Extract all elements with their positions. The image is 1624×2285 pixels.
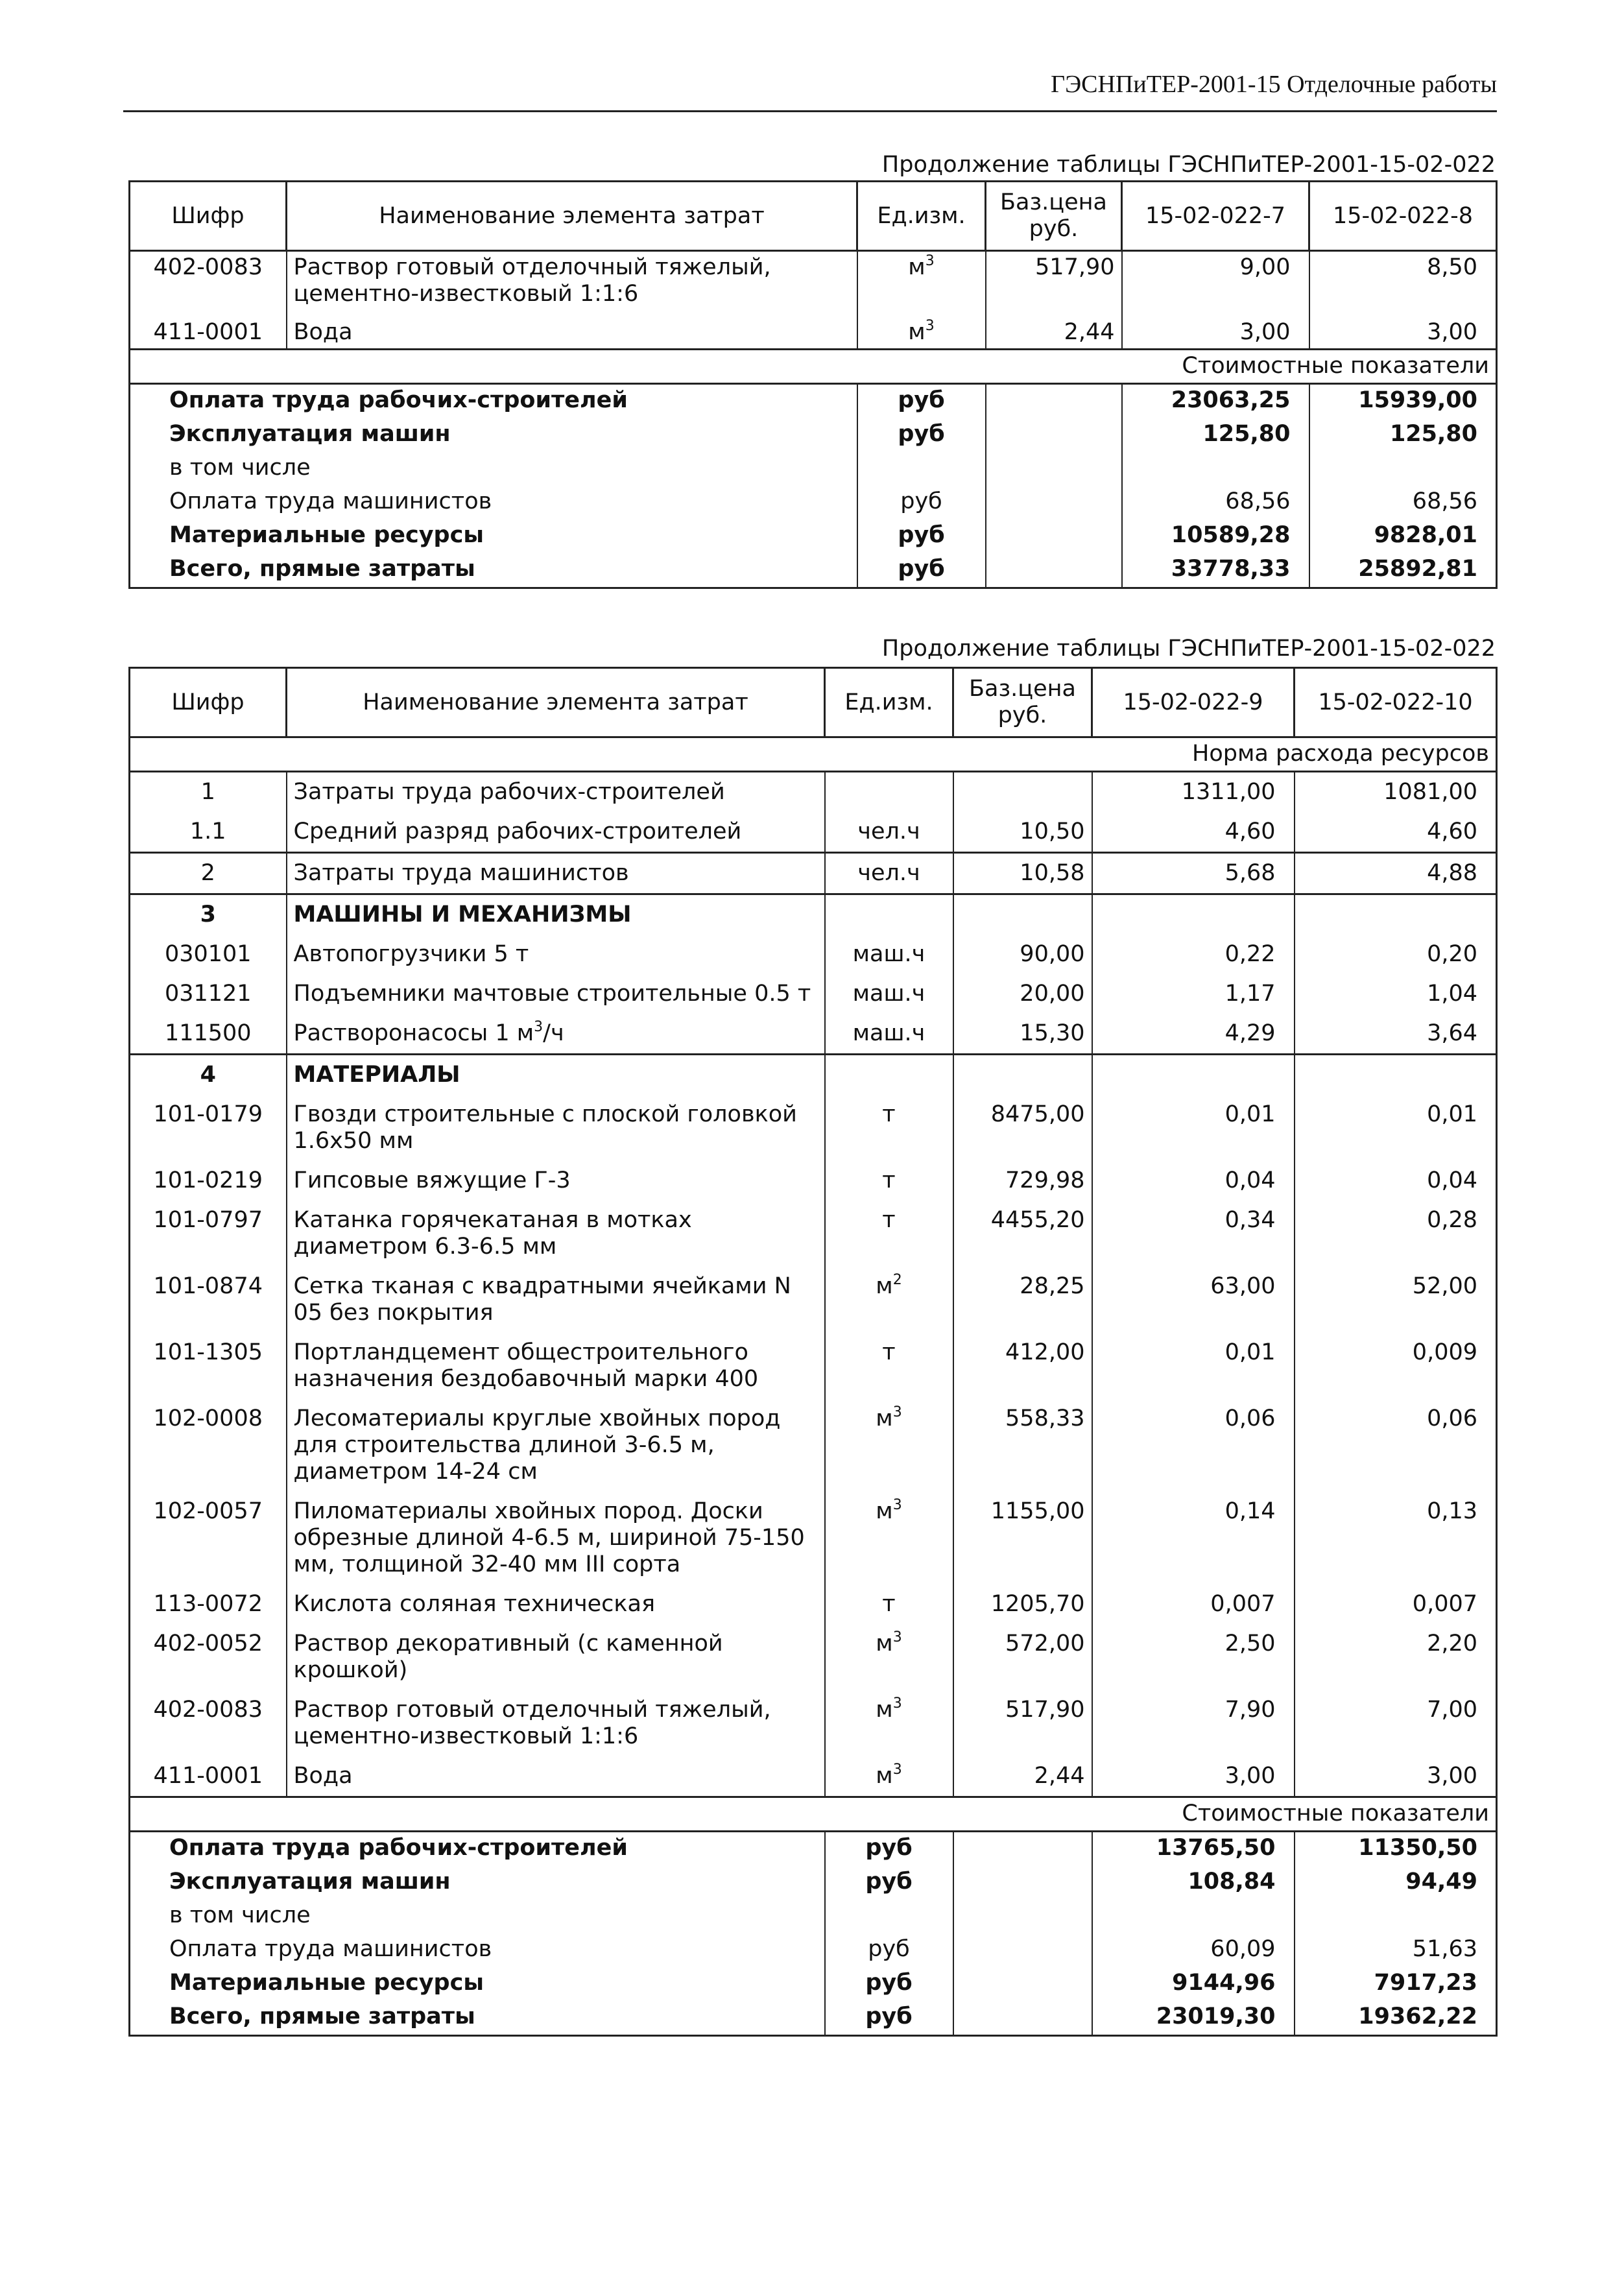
cell-code: 411-0001 [130, 310, 287, 350]
cell-value-1: 0,34 [1092, 1201, 1295, 1267]
cell-value-2: 4,60 [1295, 812, 1497, 853]
cell-code: 101-0874 [130, 1267, 287, 1333]
table-row [130, 772, 1497, 813]
cell-code: 411-0001 [130, 1756, 287, 1797]
cell-name [287, 974, 825, 1014]
cell-value-1: 5,68 [1092, 853, 1295, 894]
cell-value-1: 0,007 [1092, 1585, 1295, 1624]
header-price: Баз.цена руб. [953, 668, 1092, 737]
resource-table-2 [128, 667, 1498, 2037]
cell-value-2: 3,64 [1295, 1014, 1497, 1055]
cell-code: 101-0797 [130, 1201, 287, 1267]
cell-unit [825, 1756, 953, 1797]
header-unit: Ед.изм. [825, 668, 953, 737]
cell-price: 10,58 [953, 853, 1092, 894]
table-row [130, 1492, 1497, 1585]
header-col1: 15-02-022-9 [1092, 668, 1295, 737]
unit-text: м [876, 1763, 893, 1789]
cost-unit: руб [857, 418, 986, 452]
cost-value-2: 51,63 [1295, 1933, 1497, 1967]
cell-unit [825, 1690, 953, 1756]
cost-price [953, 1866, 1092, 1900]
table-row [130, 1585, 1497, 1624]
cell-value-1: 0,04 [1092, 1161, 1295, 1201]
cell-name [287, 935, 825, 974]
cost-value-2: 25892,81 [1309, 553, 1497, 588]
cell-name [287, 1624, 825, 1690]
name-text: Затраты труда рабочих-строителей [293, 779, 725, 805]
running-header: ГЭСНПиТЕР-2001-15 Отделочные работы [123, 64, 1497, 112]
cell-code: 102-0057 [130, 1492, 287, 1585]
cell-unit [825, 1055, 953, 1095]
cell-code: 030101 [130, 935, 287, 974]
cell-value-1: 4,60 [1092, 812, 1295, 853]
cell-price [953, 1055, 1092, 1095]
cost-unit: руб [825, 1832, 953, 1867]
unit-text: м [876, 1273, 893, 1299]
cell-value-1: 1,17 [1092, 974, 1295, 1014]
cell-price: 517,90 [986, 251, 1122, 311]
table-row [130, 853, 1497, 894]
unit-exponent: 3 [892, 1762, 902, 1778]
unit-exponent: 3 [892, 1695, 902, 1712]
cost-unit: руб [825, 2001, 953, 2036]
name-text: Раствор декоративный (с каменной крошкой) [293, 1631, 723, 1683]
cost-value-1: 68,56 [1122, 486, 1309, 520]
cost-name: в том числе [130, 452, 857, 486]
cell-value-2: 3,00 [1309, 310, 1497, 350]
name-text: Затраты труда машинистов [293, 860, 629, 886]
unit-exponent: 3 [925, 318, 935, 334]
cost-name: в том числе [130, 1900, 825, 1933]
cost-row [130, 1967, 1497, 2001]
cost-name: Оплата труда машинистов [130, 486, 857, 520]
cell-name [287, 1201, 825, 1267]
cell-price: 1155,00 [953, 1492, 1092, 1585]
cell-price: 1205,70 [953, 1585, 1092, 1624]
cell-value-1: 3,00 [1122, 310, 1309, 350]
cell-unit [825, 812, 953, 853]
name-text: Катанка горячекатаная в мотках диаметром 6.3-6.5 мм [293, 1207, 692, 1260]
cell-value-2: 7,00 [1295, 1690, 1497, 1756]
cell-code: 102-0008 [130, 1399, 287, 1492]
cost-row [130, 1900, 1497, 1933]
cell-code: 101-0179 [130, 1095, 287, 1161]
cell-value-1: 63,00 [1092, 1267, 1295, 1333]
cell-price: 572,00 [953, 1624, 1092, 1690]
cell-code: 2 [130, 853, 287, 894]
cell-value-1: 0,14 [1092, 1492, 1295, 1585]
name-text: Раствор готовый отделочный тяжелый, цементно-известковый 1:1:6 [293, 1697, 771, 1749]
cell-value-2: 0,009 [1295, 1333, 1497, 1399]
cell-code: 113-0072 [130, 1585, 287, 1624]
cell-code: 402-0083 [130, 1690, 287, 1756]
cost-price [986, 418, 1122, 452]
unit-exponent: 3 [892, 1497, 902, 1513]
cell-code: 101-1305 [130, 1333, 287, 1399]
table-row [130, 1267, 1497, 1333]
cost-row [130, 1866, 1497, 1900]
cost-price [953, 1967, 1092, 2001]
cell-unit [825, 1333, 953, 1399]
cell-name [287, 1756, 825, 1797]
cost-value-1: 10589,28 [1122, 520, 1309, 553]
name-text: Гвозди строительные с плоской головкой 1.6x50 мм [293, 1101, 797, 1154]
cell-unit [825, 1095, 953, 1161]
cell-unit [857, 251, 986, 311]
cost-unit: руб [825, 1967, 953, 2001]
cost-value-1: 23063,25 [1122, 384, 1309, 419]
unit-text: т [882, 1591, 896, 1617]
cell-name [287, 853, 825, 894]
table-caption: Продолжение таблицы ГЭСНПиТЕР-2001-15-02-022 [881, 152, 1496, 178]
cell-unit [825, 1399, 953, 1492]
name-text: Растворонасосы 1 м [293, 1020, 534, 1046]
cost-price [986, 384, 1122, 419]
name-text: Вода [293, 1763, 353, 1789]
cost-row [130, 520, 1497, 553]
cell-value-2 [1295, 1055, 1497, 1095]
norm-section-title-row [130, 737, 1497, 772]
cost-price [953, 1832, 1092, 1867]
cost-value-2: 68,56 [1309, 486, 1497, 520]
cell-name [287, 812, 825, 853]
cost-price [953, 1933, 1092, 1967]
table-row [130, 1201, 1497, 1267]
cost-unit: руб [857, 553, 986, 588]
table-row [130, 1399, 1497, 1492]
cell-price: 28,25 [953, 1267, 1092, 1333]
cost-value-2: 7917,23 [1295, 1967, 1497, 2001]
cell-value-2: 0,06 [1295, 1399, 1497, 1492]
unit-exponent: 2 [892, 1272, 902, 1288]
cost-unit [825, 1900, 953, 1933]
cell-value-1: 1311,00 [1092, 772, 1295, 813]
unit-text: маш.ч [852, 981, 925, 1007]
name-exponent: 3 [534, 1019, 543, 1035]
unit-exponent: 3 [892, 1629, 902, 1645]
cost-row [130, 452, 1497, 486]
cost-price [986, 553, 1122, 588]
cell-name [287, 310, 857, 350]
cell-value-2: 1081,00 [1295, 772, 1497, 813]
cell-unit [825, 894, 953, 935]
header-price: Баз.цена руб. [986, 182, 1122, 251]
cost-row [130, 1832, 1497, 1867]
cell-value-2: 0,04 [1295, 1161, 1497, 1201]
cost-name: Эксплуатация машин [130, 1866, 825, 1900]
cost-price [986, 520, 1122, 553]
cost-value-2: 19362,22 [1295, 2001, 1497, 2036]
cell-unit [825, 1161, 953, 1201]
cost-price [986, 486, 1122, 520]
cell-value-2 [1295, 894, 1497, 935]
table-row [130, 1161, 1497, 1201]
name-text: Раствор готовый отделочный тяжелый, цементно-известковый 1:1:6 [293, 254, 771, 307]
unit-text: м [876, 1631, 893, 1657]
name-text: МАШИНЫ И МЕХАНИЗМЫ [293, 902, 632, 927]
table-caption: Продолжение таблицы ГЭСНПиТЕР-2001-15-02-022 [881, 636, 1496, 662]
cell-name [287, 1333, 825, 1399]
table-row [130, 1095, 1497, 1161]
cell-unit [825, 772, 953, 813]
cell-name [287, 1690, 825, 1756]
cell-name [287, 1585, 825, 1624]
table-header-row [130, 668, 1497, 737]
cell-price: 517,90 [953, 1690, 1092, 1756]
table-row [130, 1756, 1497, 1797]
cost-section-title-row [130, 350, 1497, 384]
name-text: Гипсовые вяжущие Г-3 [293, 1167, 571, 1193]
cell-name [287, 1267, 825, 1333]
cost-value-2: 94,49 [1295, 1866, 1497, 1900]
cell-price: 412,00 [953, 1333, 1092, 1399]
cell-value-2: 0,007 [1295, 1585, 1497, 1624]
cell-code: 1 [130, 772, 287, 813]
cell-price: 90,00 [953, 935, 1092, 974]
cell-unit [825, 1014, 953, 1055]
cell-name [287, 1161, 825, 1201]
unit-exponent: 3 [925, 253, 935, 269]
cost-value-1: 60,09 [1092, 1933, 1295, 1967]
cost-row [130, 486, 1497, 520]
cost-name: Оплата труда рабочих-строителей [130, 1832, 825, 1867]
table-row [130, 894, 1497, 935]
name-text: Автопогрузчики 5 т [293, 941, 529, 967]
unit-text: т [882, 1339, 896, 1365]
name-text: Вода [293, 319, 353, 345]
cell-price: 2,44 [986, 310, 1122, 350]
cell-value-1: 0,06 [1092, 1399, 1295, 1492]
cell-name [287, 251, 857, 311]
cell-value-2: 52,00 [1295, 1267, 1497, 1333]
header-col1: 15-02-022-7 [1122, 182, 1309, 251]
cell-unit [825, 974, 953, 1014]
cost-value-1: 33778,33 [1122, 553, 1309, 588]
cell-value-2: 0,28 [1295, 1201, 1497, 1267]
cell-price [953, 772, 1092, 813]
cost-name: Всего, прямые затраты [130, 553, 857, 588]
cell-name [287, 772, 825, 813]
table-row [130, 1333, 1497, 1399]
cost-name: Материальные ресурсы [130, 1967, 825, 2001]
cell-price: 8475,00 [953, 1095, 1092, 1161]
cell-unit [857, 310, 986, 350]
cost-price [986, 452, 1122, 486]
cost-section-title-row [130, 1797, 1497, 1832]
cell-value-1: 3,00 [1092, 1756, 1295, 1797]
cost-name: Всего, прямые затраты [130, 2001, 825, 2036]
name-text: Подъемники мачтовые строительные 0.5 т [293, 981, 811, 1007]
cost-value-1: 125,80 [1122, 418, 1309, 452]
cell-price: 729,98 [953, 1161, 1092, 1201]
cell-price: 4455,20 [953, 1201, 1092, 1267]
unit-text: т [882, 1167, 896, 1193]
cost-value-2 [1295, 1900, 1497, 1933]
name-text: Кислота соляная техническая [293, 1591, 656, 1617]
cell-unit [825, 853, 953, 894]
cost-value-2: 15939,00 [1309, 384, 1497, 419]
unit-text: маш.ч [852, 1020, 925, 1046]
cost-unit: руб [857, 520, 986, 553]
cell-unit [825, 1492, 953, 1585]
cost-value-1 [1122, 452, 1309, 486]
cost-unit: руб [857, 384, 986, 419]
cost-unit [857, 452, 986, 486]
cell-code: 101-0219 [130, 1161, 287, 1201]
cost-value-1: 9144,96 [1092, 1967, 1295, 2001]
cell-unit [825, 1585, 953, 1624]
cost-row [130, 418, 1497, 452]
cell-code: 031121 [130, 974, 287, 1014]
header-col2: 15-02-022-8 [1309, 182, 1497, 251]
cost-value-2: 9828,01 [1309, 520, 1497, 553]
cost-value-2: 11350,50 [1295, 1832, 1497, 1867]
cell-code: 402-0083 [130, 251, 287, 311]
cost-value-1: 13765,50 [1092, 1832, 1295, 1867]
cell-value-2: 0,13 [1295, 1492, 1497, 1585]
cost-row [130, 384, 1497, 419]
cost-name: Оплата труда машинистов [130, 1933, 825, 1967]
unit-text: м [876, 1406, 893, 1431]
unit-text: чел.ч [857, 819, 920, 844]
header-code: Шифр [130, 668, 287, 737]
unit-text: т [882, 1101, 896, 1127]
cell-unit [825, 1267, 953, 1333]
header-code: Шифр [130, 182, 287, 251]
cost-name: Материальные ресурсы [130, 520, 857, 553]
cost-row [130, 553, 1497, 588]
cell-name [287, 1095, 825, 1161]
cell-value-2: 1,04 [1295, 974, 1497, 1014]
cost-unit: руб [857, 486, 986, 520]
cost-name: Оплата труда рабочих-строителей [130, 384, 857, 419]
unit-text: м [908, 319, 925, 345]
cell-value-1: 0,01 [1092, 1333, 1295, 1399]
cell-price: 20,00 [953, 974, 1092, 1014]
cost-unit: руб [825, 1866, 953, 1900]
name-text: Портландцемент общестроительного назначения бездобавочный марки 400 [293, 1339, 759, 1392]
table-row [130, 1690, 1497, 1756]
name-text: Лесоматериалы круглые хвойных пород для строительства длиной 3-6.5 м, диаметром 14-24 см [293, 1406, 781, 1485]
cell-price: 2,44 [953, 1756, 1092, 1797]
cell-value-2: 0,01 [1295, 1095, 1497, 1161]
cell-name [287, 1055, 825, 1095]
cost-name: Эксплуатация машин [130, 418, 857, 452]
name-text: Сетка тканая с квадратными ячейками N 05 без покрытия [293, 1273, 791, 1326]
unit-text: м [876, 1697, 893, 1723]
cell-price: 15,30 [953, 1014, 1092, 1055]
cost-value-1: 23019,30 [1092, 2001, 1295, 2036]
cell-code: 1.1 [130, 812, 287, 853]
cell-value-1: 0,22 [1092, 935, 1295, 974]
table-row [130, 812, 1497, 853]
cell-value-1 [1092, 894, 1295, 935]
cell-value-1 [1092, 1055, 1295, 1095]
cell-value-2: 2,20 [1295, 1624, 1497, 1690]
cost-unit: руб [825, 1933, 953, 1967]
cell-value-1: 2,50 [1092, 1624, 1295, 1690]
resource-table-1 [128, 180, 1498, 589]
name-text: Средний разряд рабочих-строителей [293, 819, 742, 844]
cell-value-2: 3,00 [1295, 1756, 1497, 1797]
cell-price [953, 894, 1092, 935]
cell-value-2: 0,20 [1295, 935, 1497, 974]
cost-price [953, 1900, 1092, 1933]
table-row [130, 251, 1497, 311]
table-row [130, 974, 1497, 1014]
cell-value-1: 4,29 [1092, 1014, 1295, 1055]
unit-text: маш.ч [852, 941, 925, 967]
cell-value-1: 7,90 [1092, 1690, 1295, 1756]
cell-value-1: 0,01 [1092, 1095, 1295, 1161]
cost-value-2 [1309, 452, 1497, 486]
cell-unit [825, 935, 953, 974]
header-name: Наименование элемента затрат [287, 668, 825, 737]
unit-text: м [876, 1498, 893, 1524]
cell-value-1: 9,00 [1122, 251, 1309, 311]
cell-code: 402-0052 [130, 1624, 287, 1690]
unit-text: т [882, 1207, 896, 1233]
unit-exponent: 3 [892, 1404, 902, 1420]
table-row [130, 1624, 1497, 1690]
table-row [130, 935, 1497, 974]
header-unit: Ед.изм. [857, 182, 986, 251]
header-name: Наименование элемента затрат [287, 182, 857, 251]
cost-value-2: 125,80 [1309, 418, 1497, 452]
cost-section-title: Стоимостные показатели [130, 350, 1497, 384]
table-row [130, 310, 1497, 350]
cell-unit [825, 1201, 953, 1267]
name-text: МАТЕРИАЛЫ [293, 1062, 460, 1088]
table-header-row [130, 182, 1497, 251]
cell-code: 4 [130, 1055, 287, 1095]
cell-price: 10,50 [953, 812, 1092, 853]
name-tail: /ч [543, 1020, 564, 1046]
cell-unit [825, 1624, 953, 1690]
cell-name [287, 894, 825, 935]
unit-text: чел.ч [857, 860, 920, 886]
cell-name [287, 1492, 825, 1585]
cost-section-title: Стоимостные показатели [130, 1797, 1497, 1832]
cell-price: 558,33 [953, 1399, 1092, 1492]
unit-text: м [908, 254, 925, 280]
cell-name [287, 1014, 825, 1055]
cost-value-1: 108,84 [1092, 1866, 1295, 1900]
cost-row [130, 2001, 1497, 2036]
cost-row [130, 1933, 1497, 1967]
cell-value-2: 4,88 [1295, 853, 1497, 894]
header-col2: 15-02-022-10 [1295, 668, 1497, 737]
cell-code: 111500 [130, 1014, 287, 1055]
cell-name [287, 1399, 825, 1492]
cost-price [953, 2001, 1092, 2036]
table-row [130, 1014, 1497, 1055]
name-text: Пиломатериалы хвойных пород. Доски обрезные длиной 4-6.5 м, шириной 75-150 мм, толщиной 32-40 мм III сорта [293, 1498, 805, 1577]
cell-value-2: 8,50 [1309, 251, 1497, 311]
table-row [130, 1055, 1497, 1095]
cost-value-1 [1092, 1900, 1295, 1933]
cell-code: 3 [130, 894, 287, 935]
norm-section-title: Норма расхода ресурсов [130, 737, 1497, 772]
